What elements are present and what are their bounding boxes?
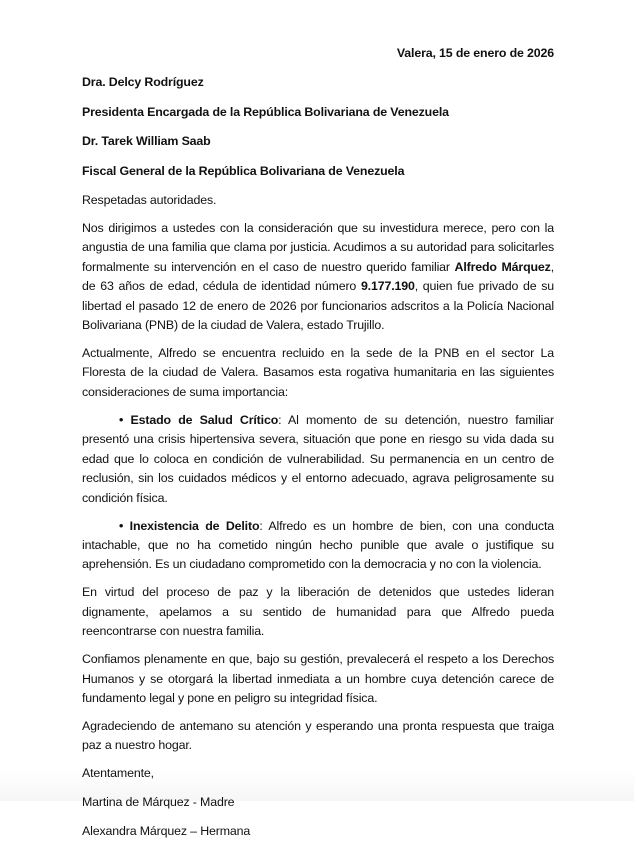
paragraph-peace-process: En virtud del proceso de paz y la liberación de detenidos que ustedes lideran dignamente, apelamos a su sentido de humanidad para que Alfredo pueda reencontrarse con nuestra familia. [82, 585, 554, 639]
paragraph-human-rights: Confiamos plenamente en que, bajo su gestión, prevalecerá el respeto a los Derechos Humanos y se otorgará la libertad inmediata a un hombre cuya detención carece de fundamento legal y pone en peligro su integridad física. [82, 652, 554, 705]
paragraph-thanks: Agradeciendo de antemano su atención y esperando una pronta respuesta que traiga paz a nuestro hogar. [82, 718, 554, 753]
bullet-health-text: : Al momento de su detención, nuestro familiar presentó una crisis hipertensiva severa, situación que pone en riesgo su vida dada su edad que lo coloca en condición de vulnerabilidad. Su permanencia en un centro de reclusión, sin los cuidados médicos y el entorno adecuado, agrava peligrosamente su condición física. [82, 412, 555, 505]
detainee-name: Alfredo Márquez [454, 259, 551, 274]
signature-block [82, 764, 554, 841]
paragraph-intro [82, 219, 554, 335]
bullet-no-crime-text: : Alfredo es un hombre de bien, con una conducta intachable, que no ha cometido ningún hecho punible que avale o justifique su aprehensión. Es un ciudadano comprometido con la democracia y no con la violencia. [82, 518, 555, 572]
paragraph-intro-text-3: , quien fue privado de su libertad el pasado 12 de enero de 2026 por funcionarios adscritos a la Policía Nacional Bolivariana (PNB) de la ciudad de Valera, estado Trujillo. [82, 279, 554, 333]
signature-mother: Martina de Márquez - Madre [82, 795, 235, 810]
bullet-no-crime [82, 517, 554, 575]
detainee-id-number: 9.177.190 [360, 279, 415, 294]
paragraph-intro-text-1: Nos dirigimos a ustedes con la consideración que su investidura merece, pero con la angustia de una familia que clama por justicia. Acudimos a su autoridad para solicitarles formalmente su intervención en el caso de nuestro querido familiar [82, 221, 554, 274]
paragraph-current-situation: Actualmente, Alfredo se encuentra recluido en la sede de la PNB en el sector La Floresta de la ciudad de Valera. Basamos esta rogativa humanitaria en las siguientes consideraciones de suma importancia: [82, 346, 554, 399]
bullet-marker: • [119, 412, 124, 427]
bullet-no-crime-heading: Inexistencia de Delito [129, 518, 260, 533]
recipient-1-title: Presidenta Encargada de la República Bolivariana de Venezuela [82, 104, 449, 119]
paragraph-intro-text-2: , de 63 años de edad, cédula de identidad número [82, 259, 554, 294]
closing: Atentamente, [82, 766, 154, 781]
recipient-1-name: Dra. Delcy Rodríguez [82, 75, 204, 90]
recipient-2-title: Fiscal General de la República Bolivariana de Venezuela [82, 163, 405, 178]
signature-sister: Alexandra Márquez – Hermana [82, 824, 251, 839]
letter-date: Valera, 15 de enero de 2026 [396, 46, 554, 60]
bullet-health-heading: Estado de Salud Crítico [130, 412, 279, 427]
recipient-2-name: Dr. Tarek William Saab [82, 134, 211, 149]
bullet-marker: • [119, 518, 124, 533]
letter-page [82, 44, 554, 851]
bullet-health [82, 411, 554, 508]
salutation: Respetadas autoridades. [82, 193, 217, 208]
